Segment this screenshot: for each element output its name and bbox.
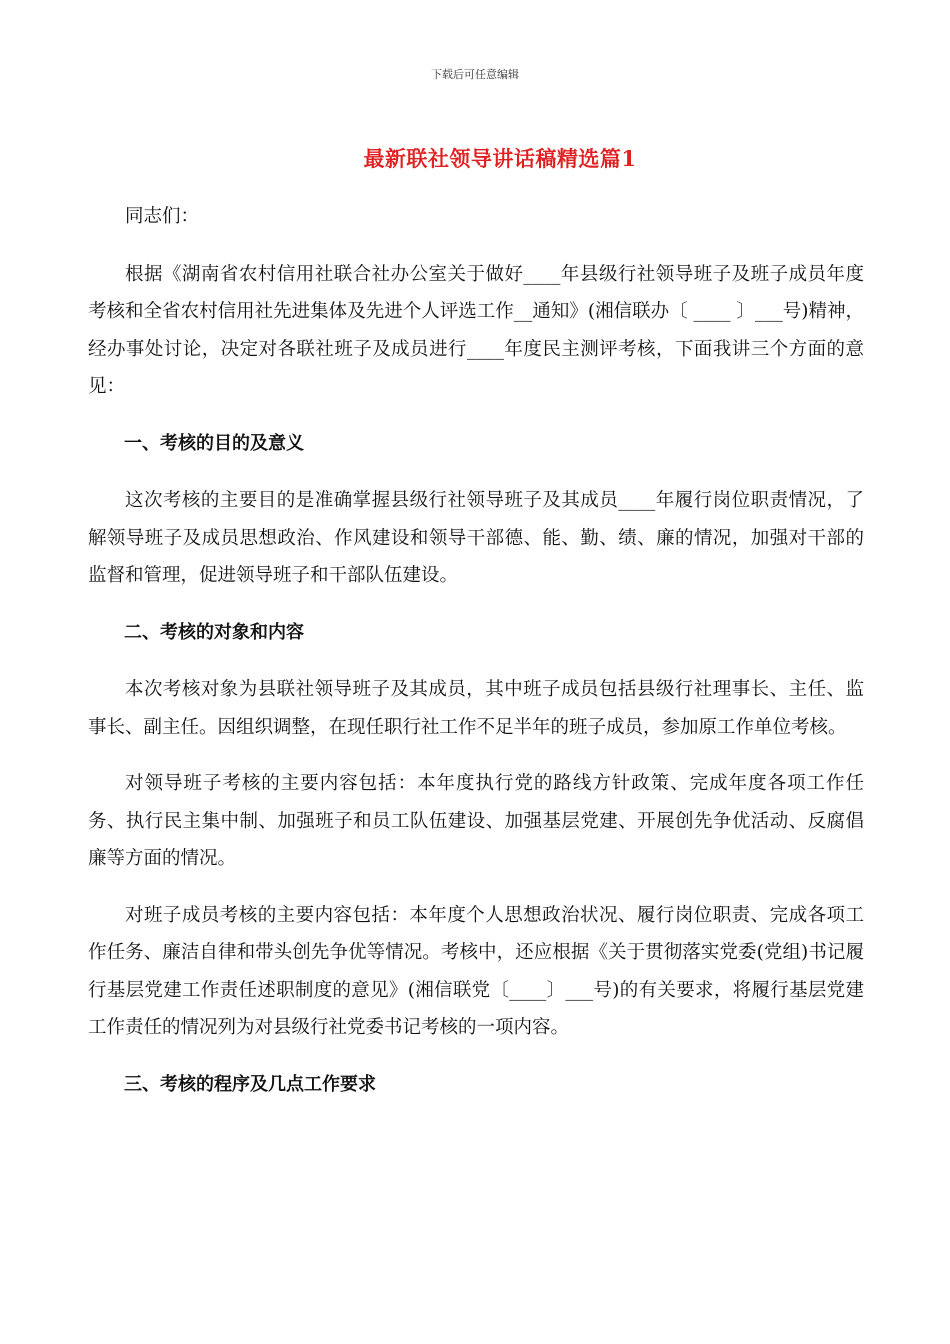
- document-title: 最新联社领导讲话稿精选篇1: [363, 146, 637, 171]
- section2-paragraph: 本次考核对象为县联社领导班子及其成员，其中班子成员包括县级行社理事长、主任、监事长、副主任。因组织调整，在现任职行社工作不足半年的班子成员，参加原工作单位考核。: [88, 679, 864, 738]
- section2-paragraph: 对领导班子考核的主要内容包括：本年度执行党的路线方针政策、完成年度各项工作任务、执行民主集中制、加强班子和员工队伍建设、加强基层党建、开展创先争优活动、反腐倡廉等方面的情况。: [88, 773, 864, 869]
- intro-paragraph: 根据《湖南省农村信用社联合社办公室关于做好____年县级行社领导班子及班子成员年度考核和全省农村信用社先进集体及先进个人评选工作__通知》(湘信联办〔 ____ 〕___号)精神，经办事处讨论，决定对各联社班子及成员进行____年度民主测评考核，下面我讲三个方面的意见：: [88, 263, 864, 397]
- section2-paragraph: 对班子成员考核的主要内容包括：本年度个人思想政治状况、履行岗位职责、完成各项工作任务、廉洁自律和带头创先争优等情况。考核中，还应根据《关于贯彻落实党委(党组)书记履行基层党建工作责任述职制度的意见》(湘信联党〔____〕___号)的有关要求，将履行基层党建工作责任的情况列为对县级行社党委书记考核的一项内容。: [88, 904, 864, 1038]
- section-heading-1: 一、考核的目的及意义: [124, 432, 304, 454]
- section-heading-2: 二、考核的对象和内容: [124, 621, 304, 643]
- header-note: 下载后可任意编辑: [431, 68, 519, 81]
- greeting: 同志们：: [125, 206, 200, 227]
- document-body: [88, 198, 864, 1123]
- section-heading-3: 三、考核的程序及几点工作要求: [124, 1073, 376, 1095]
- section1-paragraph: 这次考核的主要目的是准确掌握县级行社领导班子及其成员____年履行岗位职责情况，了解领导班子及成员思想政治、作风建设和领导干部德、能、勤、绩、廉的情况，加强对干部的监督和管理，促进领导班子和干部队伍建设。: [88, 490, 864, 586]
